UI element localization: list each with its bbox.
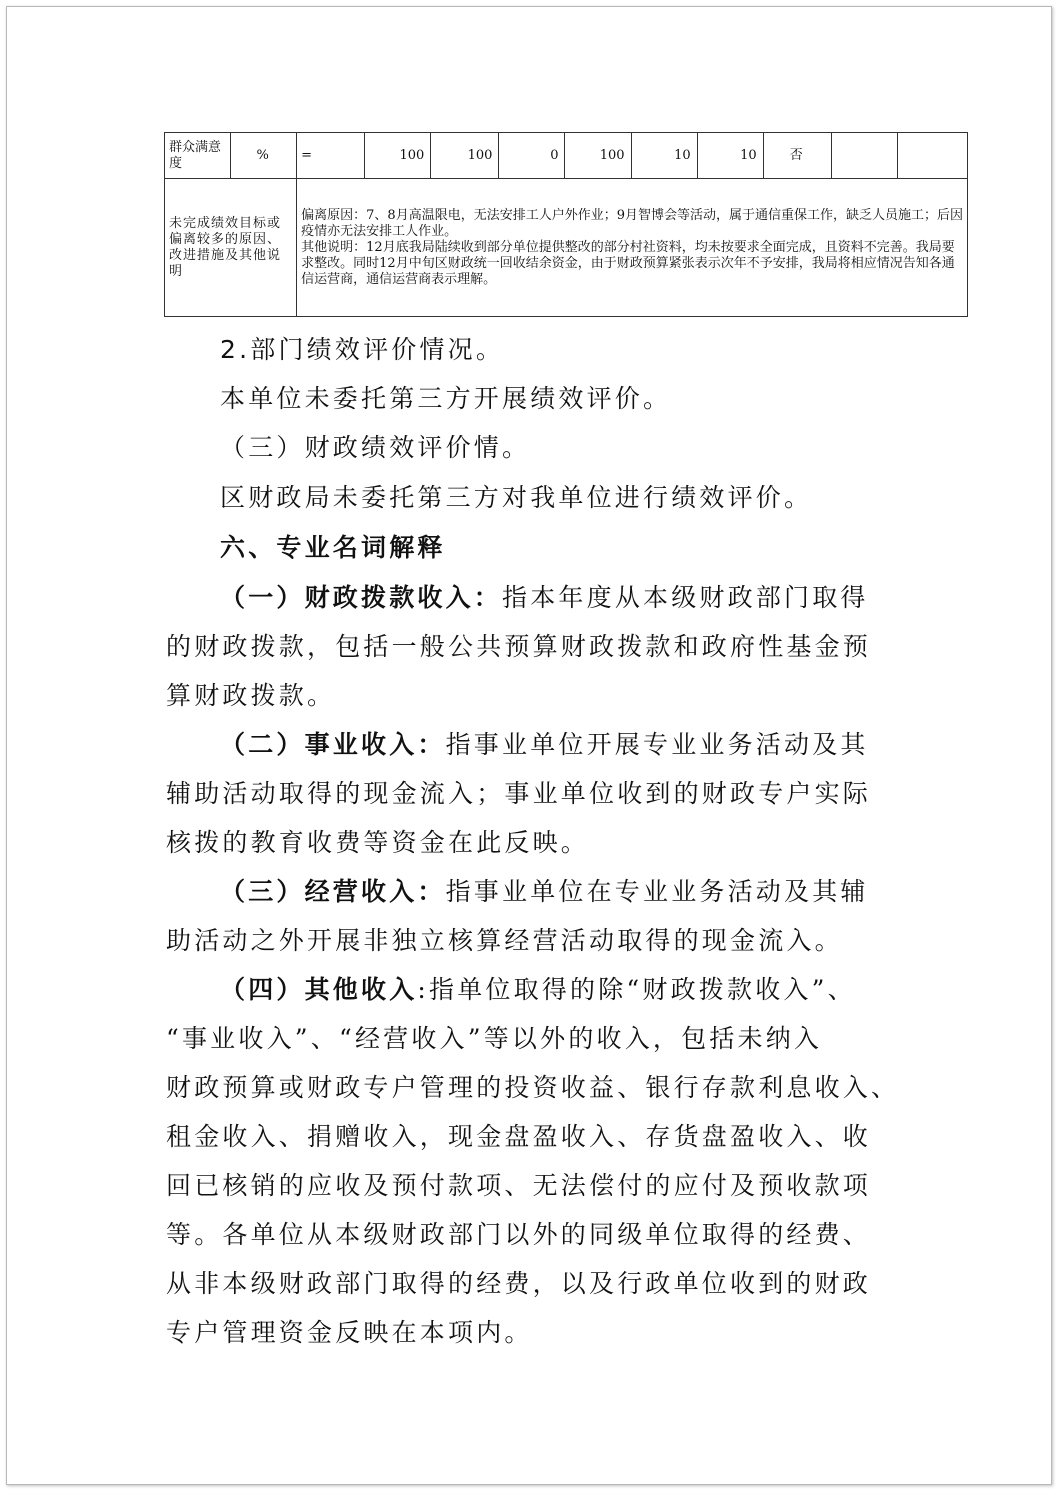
indicator-cell: 群众满意度 bbox=[165, 133, 231, 179]
term: （四）其他收入 bbox=[220, 975, 418, 1004]
explanation-note bbox=[297, 179, 968, 317]
empty-cell bbox=[831, 133, 897, 179]
flag-cell: 否 bbox=[763, 133, 831, 179]
explanation-label: 未完成绩效目标或偏离较多的原因、改进措施及其他说明 bbox=[165, 179, 297, 317]
performance-table bbox=[164, 132, 968, 317]
other-notes: 其他说明：12月底我局陆续收到部分单位提供整改的部分村社资料，均未按要求全面完成，且资料不完善。我局要求整改。同时12月中旬区财政统一回收结余资金，由于财政预算紧张表示次年不予安排，我局将相应情况告知各通信运营商，通信运营商表示理解。 bbox=[301, 239, 955, 287]
term: （三）经营收入： bbox=[220, 877, 446, 906]
paragraph-line: 专户管理资金反映在本项内。 bbox=[166, 1318, 533, 1347]
paragraph-line: 从非本级财政部门取得的经费，以及行政单位收到的财政 bbox=[166, 1269, 872, 1298]
definition-line bbox=[220, 578, 980, 614]
definition-text: 指事业单位在专业业务活动及其辅 bbox=[445, 877, 869, 906]
paragraph-line: “事业收入”、“经营收入”等以外的收入，包括未纳入 bbox=[166, 1024, 823, 1053]
paragraph-line: 算财政拨款。 bbox=[166, 681, 336, 710]
value-cell: 0 bbox=[499, 133, 565, 179]
value-cell: 100 bbox=[565, 133, 631, 179]
definition-text: 指事业单位开展专业业务活动及其 bbox=[445, 730, 869, 759]
unit-cell: % bbox=[231, 133, 297, 179]
definition-text: :指单位取得的除“财政拨款收入”、 bbox=[417, 975, 856, 1004]
definition-text: 指本年度从本级财政部门取得 bbox=[502, 583, 869, 612]
paragraph-line: 等。各单位从本级财政部门以外的同级单位取得的经费、 bbox=[166, 1220, 872, 1249]
value-cell: 10 bbox=[631, 133, 697, 179]
section-heading bbox=[220, 330, 980, 366]
term: （二）事业收入： bbox=[220, 730, 446, 759]
definition-line bbox=[220, 725, 980, 761]
paragraph-line: 租金收入、捐赠收入，现金盘盈收入、存货盘盈收入、收 bbox=[166, 1122, 872, 1151]
chapter-heading: 六、专业名词解释 bbox=[220, 533, 446, 562]
value-cell: 10 bbox=[697, 133, 763, 179]
table-row bbox=[165, 133, 968, 179]
heading-number: 2. bbox=[220, 335, 251, 364]
term: （一）财政拨款收入： bbox=[220, 583, 503, 612]
definition-line bbox=[220, 872, 980, 908]
paragraph-line: 回已核销的应收及预付款项、无法偿付的应付及预收款项 bbox=[166, 1171, 872, 1200]
paragraph-line: 辅助活动取得的现金流入；事业单位收到的财政专户实际 bbox=[166, 779, 872, 808]
paragraph: 本单位未委托第三方开展绩效评价。 bbox=[220, 384, 672, 413]
heading-text: 部门绩效评价情况。 bbox=[250, 335, 505, 364]
paragraph: 区财政局未委托第三方对我单位进行绩效评价。 bbox=[220, 483, 813, 512]
value-cell: 100 bbox=[365, 133, 431, 179]
deviation-reason: 偏离原因：7、8月高温限电，无法安排工人户外作业；9月智博会等活动，属于通信重保工作，缺乏人员施工；后因疫情亦无法安排工人作业。 bbox=[301, 207, 963, 239]
operator-cell: = bbox=[297, 133, 365, 179]
value-cell: 100 bbox=[431, 133, 499, 179]
section-heading: （三）财政绩效评价情。 bbox=[220, 433, 531, 462]
paragraph-line: 财政预算或财政专户管理的投资收益、银行存款利息收入、 bbox=[166, 1073, 900, 1102]
table-row bbox=[165, 179, 968, 317]
paragraph-line: 的财政拨款，包括一般公共预算财政拨款和政府性基金预 bbox=[166, 632, 872, 661]
paragraph-line: 核拨的教育收费等资金在此反映。 bbox=[166, 828, 590, 857]
definition-line bbox=[220, 970, 980, 1006]
paragraph-line: 助活动之外开展非独立核算经营活动取得的现金流入。 bbox=[166, 926, 843, 955]
empty-cell bbox=[897, 133, 967, 179]
